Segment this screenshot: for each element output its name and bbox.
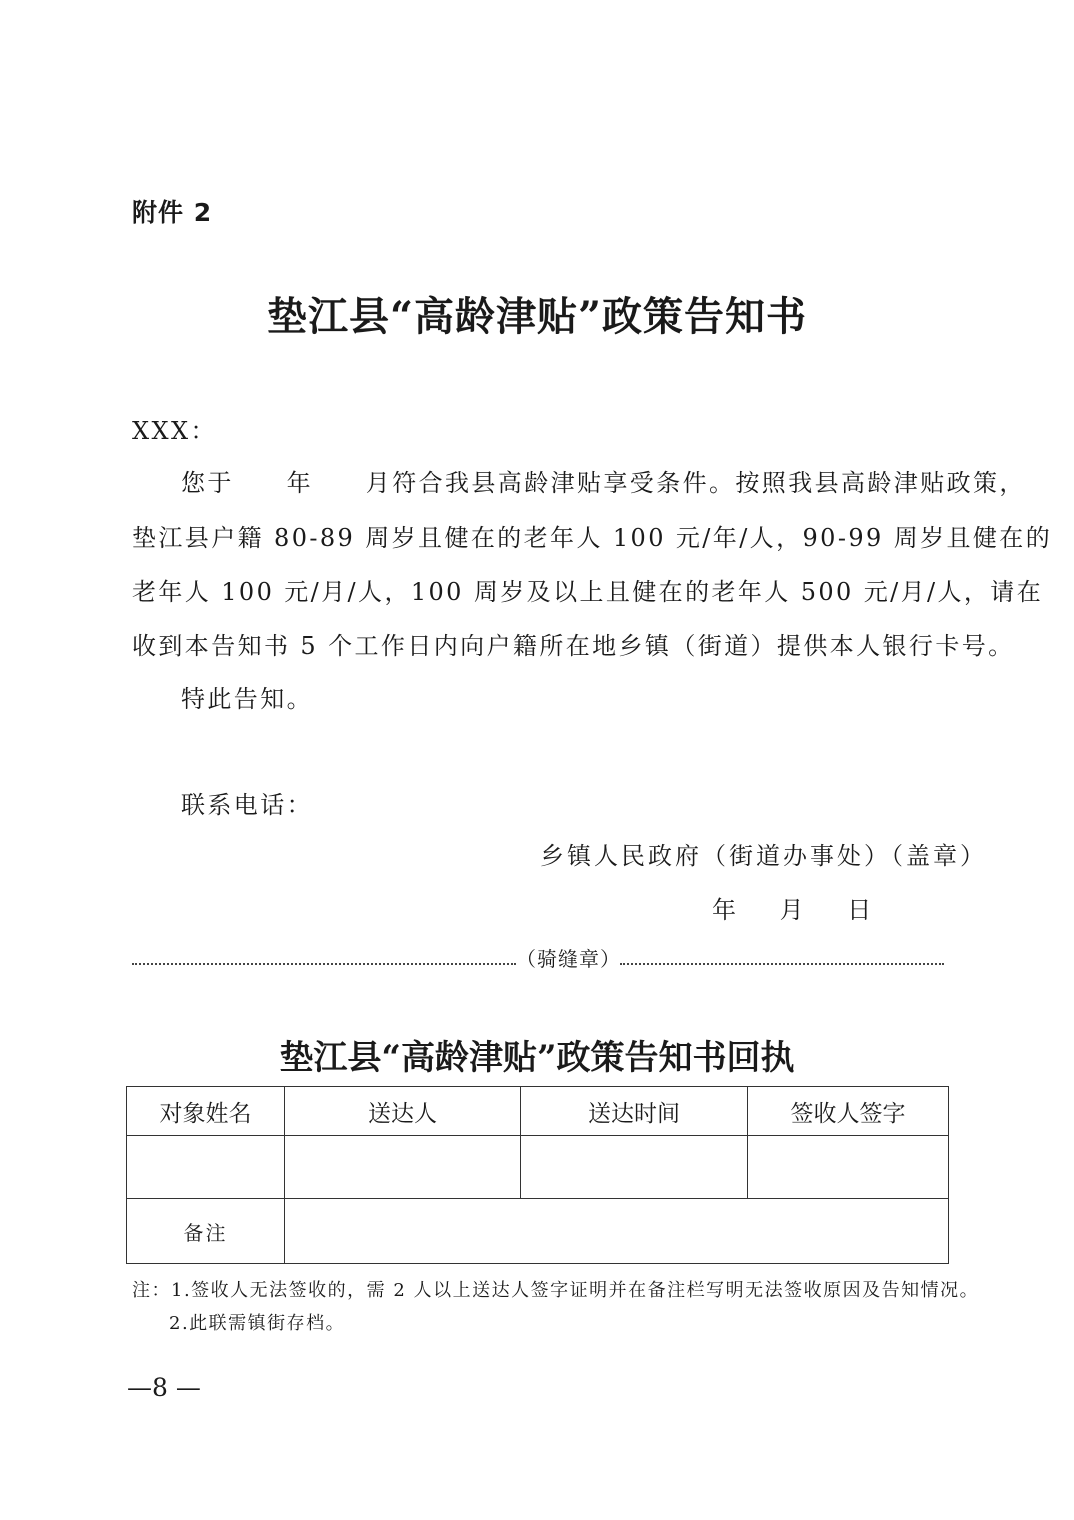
receipt-title: 垫江县“高龄津贴”政策告知书回执 [279,1038,795,1078]
recipient-name-cell[interactable] [127,1136,285,1199]
note-2: 2.此联需镇街存档。 [169,1313,346,1334]
body-line-2: 垫江县户籍 80-89 周岁且健在的老年人 100 元/年/人，90-99 周岁且健在的 [132,524,1053,552]
deliverer-cell[interactable] [285,1136,521,1199]
salutation: XXX： [132,417,217,445]
signature-cell[interactable] [748,1136,949,1199]
attachment-label: 附件 2 [132,198,213,227]
receipt-header-row [127,1087,949,1136]
dotted-divider-left [132,963,516,965]
document-title: 垫江县“高龄津贴”政策告知书 [266,293,807,340]
date-line: 年 月 日 [712,896,872,924]
closing-text: 特此告知。 [181,685,313,713]
body-line-4: 收到本告知书 5 个工作日内向户籍所在地乡镇（街道）提供本人银行卡号。 [132,632,1015,660]
header-deliverer: 送达人 [285,1087,521,1136]
page-number: —8 — [127,1373,201,1402]
remark-row [127,1199,949,1264]
contact-label: 联系电话： [181,791,313,819]
remark-cell[interactable] [285,1199,949,1264]
issuer-signature: 乡镇人民政府（街道办事处）（盖章） [540,842,987,870]
header-delivery-time: 送达时间 [521,1087,748,1136]
receipt-entry-row [127,1136,949,1199]
note-1: 注：1.签收人无法签收的，需 2 人以上送达人签字证明并在备注栏写明无法签收原因及告知情况。 [132,1280,980,1301]
header-recipient-name: 对象姓名 [127,1087,285,1136]
body-line-1: 您于 年 月符合我县高龄津贴享受条件。按照我县高龄津贴政策， [181,469,1026,497]
seal-label: （骑缝章） [516,947,621,971]
dotted-divider-right [620,963,944,965]
receipt-table [126,1086,949,1264]
remark-label: 备注 [127,1199,285,1264]
header-signature: 签收人签字 [748,1087,949,1136]
body-line-3: 老年人 100 元/月/人，100 周岁及以上且健在的老年人 500 元/月/人，请在 [132,578,1044,606]
delivery-time-cell[interactable] [521,1136,748,1199]
perforation-seal-line [132,940,944,974]
